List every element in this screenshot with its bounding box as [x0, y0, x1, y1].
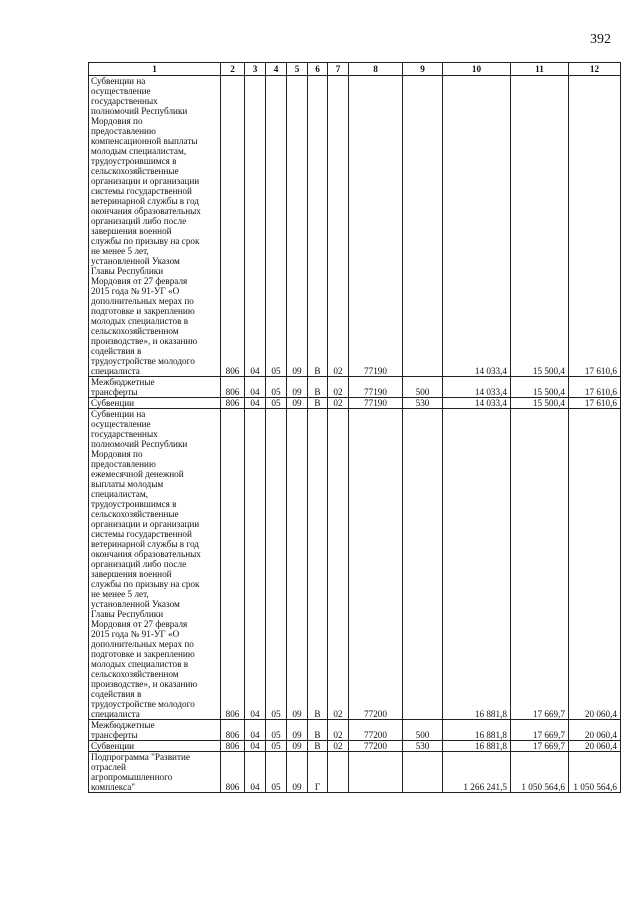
- amount-cell: 1 050 564,6: [511, 752, 569, 793]
- amount-cell: 20 060,4: [569, 741, 621, 752]
- row-description: Субвенции на осуществление государственных полномочий Республики Мордовия по предоставлению ежемесячной денежной выплаты молодым специалистам, трудоустроившимся в сельскохозяйственные организации и организации системы государственной ветеринарной службы в год окончания образовательных организаций либо после завершения военной службы по призыву на срок не менее 5 лет, установленной Указом Главы Республики Мордовия от 27 февраля 2015 года № 91-УГ «О дополнительных мерах по подготовке и закреплению молодых специалистов в сельскохозяйственном производстве», и оказанию содействия в трудоустройстве молодого специалиста: [89, 409, 221, 720]
- code-cell: 05: [266, 752, 287, 793]
- code-cell: 77190: [349, 398, 403, 409]
- header-cell: 7: [328, 63, 349, 76]
- code-cell: 806: [221, 76, 245, 377]
- code-cell: 806: [221, 409, 245, 720]
- amount-cell: 17 610,6: [569, 398, 621, 409]
- code-cell: 05: [266, 377, 287, 398]
- header-cell: 2: [221, 63, 245, 76]
- row-description: Межбюджетные трансферты: [89, 720, 221, 741]
- amount-cell: 15 500,4: [511, 76, 569, 377]
- code-cell: 77200: [349, 720, 403, 741]
- code-cell: 77200: [349, 409, 403, 720]
- header-cell: 11: [511, 63, 569, 76]
- amount-cell: 15 500,4: [511, 377, 569, 398]
- code-cell: 09: [287, 741, 308, 752]
- code-cell: 05: [266, 720, 287, 741]
- code-cell: В: [308, 741, 328, 752]
- header-cell: 5: [287, 63, 308, 76]
- amount-cell: 20 060,4: [569, 720, 621, 741]
- code-cell: В: [308, 76, 328, 377]
- budget-table: [88, 62, 621, 793]
- row-description: Субвенции: [89, 741, 221, 752]
- code-cell: 05: [266, 76, 287, 377]
- header-cell: 4: [266, 63, 287, 76]
- code-cell: 500: [403, 720, 443, 741]
- table-row: [89, 720, 621, 741]
- amount-cell: 20 060,4: [569, 409, 621, 720]
- table-row: [89, 76, 621, 377]
- code-cell: В: [308, 377, 328, 398]
- table-row: [89, 398, 621, 409]
- code-cell: 09: [287, 752, 308, 793]
- code-cell: 02: [328, 377, 349, 398]
- code-cell: [403, 76, 443, 377]
- code-cell: 806: [221, 398, 245, 409]
- amount-cell: 17 669,7: [511, 409, 569, 720]
- code-cell: 04: [245, 409, 266, 720]
- code-cell: В: [308, 409, 328, 720]
- page-number: 392: [590, 32, 611, 47]
- code-cell: В: [308, 398, 328, 409]
- row-description: Субвенции: [89, 398, 221, 409]
- code-cell: 77190: [349, 377, 403, 398]
- amount-cell: 1 050 564,6: [569, 752, 621, 793]
- code-cell: 02: [328, 398, 349, 409]
- row-description: Межбюджетные трансферты: [89, 377, 221, 398]
- amount-cell: 15 500,4: [511, 398, 569, 409]
- table-row: [89, 409, 621, 720]
- code-cell: 806: [221, 720, 245, 741]
- amount-cell: 17 610,6: [569, 76, 621, 377]
- code-cell: 05: [266, 741, 287, 752]
- code-cell: 77200: [349, 741, 403, 752]
- code-cell: 806: [221, 741, 245, 752]
- code-cell: 09: [287, 398, 308, 409]
- header-cell: 10: [443, 63, 511, 76]
- code-cell: 09: [287, 377, 308, 398]
- amount-cell: 17 669,7: [511, 741, 569, 752]
- code-cell: [403, 752, 443, 793]
- code-cell: 05: [266, 409, 287, 720]
- amount-cell: 17 610,6: [569, 377, 621, 398]
- code-cell: 04: [245, 741, 266, 752]
- table-row: [89, 752, 621, 793]
- code-cell: 02: [328, 741, 349, 752]
- code-cell: Г: [308, 752, 328, 793]
- amount-cell: 14 033,4: [443, 76, 511, 377]
- code-cell: 04: [245, 377, 266, 398]
- amount-cell: 16 881,8: [443, 720, 511, 741]
- amount-cell: 16 881,8: [443, 741, 511, 752]
- code-cell: 05: [266, 398, 287, 409]
- amount-cell: 16 881,8: [443, 409, 511, 720]
- code-cell: 500: [403, 377, 443, 398]
- code-cell: [349, 752, 403, 793]
- header-cell: 6: [308, 63, 328, 76]
- amount-cell: 14 033,4: [443, 398, 511, 409]
- code-cell: 02: [328, 76, 349, 377]
- code-cell: [403, 409, 443, 720]
- code-cell: 04: [245, 76, 266, 377]
- amount-cell: 1 266 241,5: [443, 752, 511, 793]
- code-cell: 530: [403, 741, 443, 752]
- code-cell: 806: [221, 752, 245, 793]
- header-cell: 8: [349, 63, 403, 76]
- code-cell: 04: [245, 752, 266, 793]
- row-description: Субвенции на осуществление государственных полномочий Республики Мордовия по предоставлению компенсационной выплаты молодым специалистам, трудоустроившимся в сельскохозяйственные организации и организации системы государственной ветеринарной службы в год окончания образовательных организаций либо после завершения военной службы по призыву на срок не менее 5 лет, установленной Указом Главы Республики Мордовия от 27 февраля 2015 года № 91-УГ «О дополнительных мерах по подготовке и закреплению молодых специалистов в сельскохозяйственном производстве», и оказанию содействия в трудоустройстве молодого специалиста: [89, 76, 221, 377]
- header-row: [89, 63, 621, 76]
- code-cell: 04: [245, 720, 266, 741]
- row-description: Подпрограмма "Развитие отраслей агропромышленного комплекса": [89, 752, 221, 793]
- code-cell: 09: [287, 409, 308, 720]
- code-cell: 77190: [349, 76, 403, 377]
- code-cell: [328, 752, 349, 793]
- code-cell: 02: [328, 409, 349, 720]
- header-cell: 12: [569, 63, 621, 76]
- table-row: [89, 377, 621, 398]
- code-cell: В: [308, 720, 328, 741]
- code-cell: 09: [287, 76, 308, 377]
- code-cell: 04: [245, 398, 266, 409]
- amount-cell: 17 669,7: [511, 720, 569, 741]
- code-cell: 02: [328, 720, 349, 741]
- table-row: [89, 741, 621, 752]
- code-cell: 806: [221, 377, 245, 398]
- amount-cell: 14 033,4: [443, 377, 511, 398]
- header-cell: 1: [89, 63, 221, 76]
- code-cell: 09: [287, 720, 308, 741]
- header-cell: 9: [403, 63, 443, 76]
- header-cell: 3: [245, 63, 266, 76]
- code-cell: 530: [403, 398, 443, 409]
